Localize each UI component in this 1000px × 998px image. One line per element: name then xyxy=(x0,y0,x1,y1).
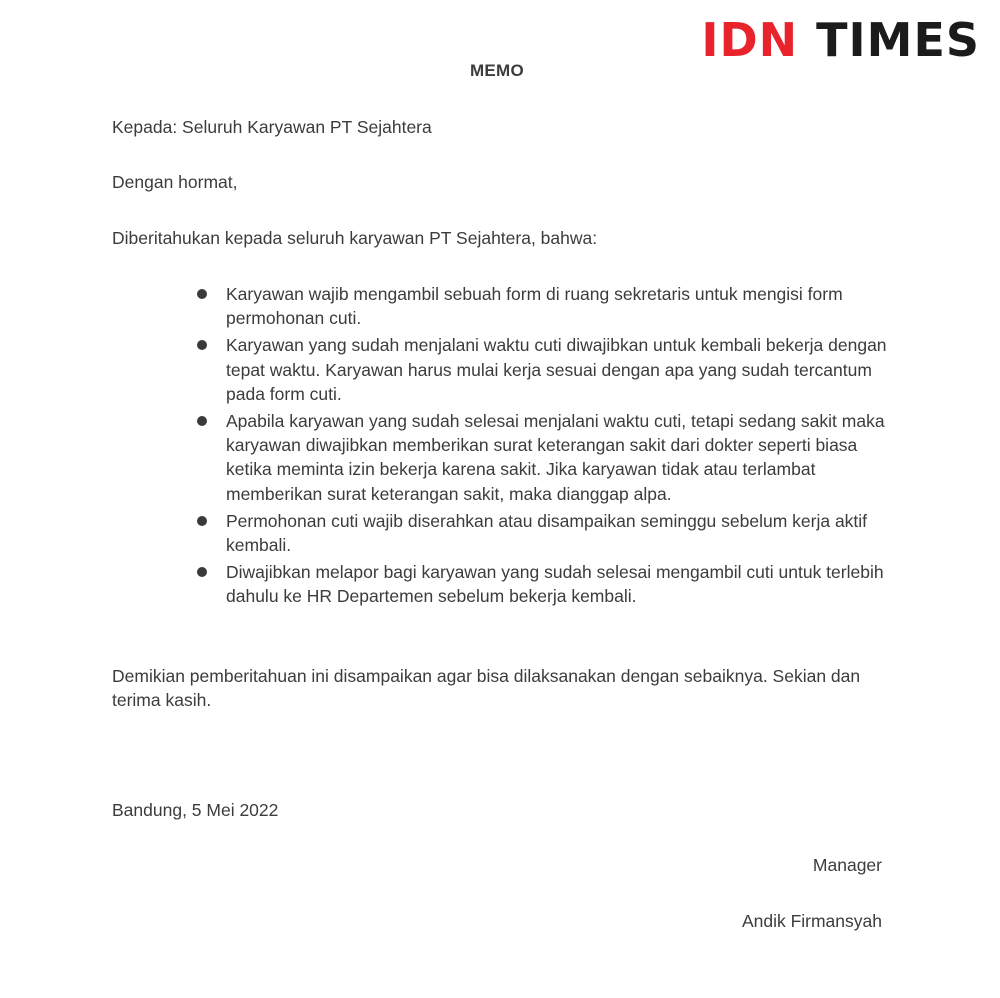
bullet-icon xyxy=(197,289,207,299)
bullet-icon xyxy=(197,416,207,426)
intro-paragraph: Diberitahukan kepada seluruh karyawan PT Sejahtera, bahwa: xyxy=(112,228,598,248)
list-item xyxy=(196,333,896,406)
greeting: Dengan hormat, xyxy=(112,172,238,192)
list-item-text: Karyawan wajib mengambil sebuah form di ruang sekretaris untuk mengisi form permohonan cuti. xyxy=(226,284,843,329)
list-item xyxy=(196,509,896,557)
logo-times-text: TIMES xyxy=(816,13,980,67)
list-item-text: Permohonan cuti wajib diserahkan atau disampaikan seminggu sebelum kerja aktif kembali. xyxy=(226,510,868,556)
signer-name: Andik Firmansyah xyxy=(741,911,882,931)
signer-role: Manager xyxy=(812,855,882,875)
list-item-text: Apabila karyawan yang sudah selesai menjalani waktu cuti, tetapi sedang sakit maka karyawan diwajibkan memberikan surat keterangan sakit dari dokter seperti biasa ketika meminta izin bekerja karena sakit. Jika karyawan tidak atau terlambat memberikan surat keterangan sakit, maka dianggap alpa. xyxy=(226,411,885,504)
list-item xyxy=(196,282,896,330)
list-item xyxy=(196,409,896,506)
memo-title: MEMO xyxy=(469,61,525,80)
bullet-icon xyxy=(197,567,207,577)
bullet-icon xyxy=(197,340,207,350)
list-item-text: Karyawan yang sudah menjalani waktu cuti diwajibkan untuk kembali bekerja dengan tepat waktu. Karyawan harus mulai kerja sesuai dengan apa yang sudah tercantum pada form cuti. xyxy=(226,335,887,404)
place-date: Bandung, 5 Mei 2022 xyxy=(112,800,279,820)
recipient-line: Kepada: Seluruh Karyawan PT Sejahtera xyxy=(112,117,432,137)
list-item-text: Diwajibkan melapor bagi karyawan yang sudah selesai mengambil cuti untuk terlebih dahulu ke HR Departemen sebelum bekerja kembali. xyxy=(226,562,884,607)
closing-paragraph: Demikian pemberitahuan ini disampaikan agar bisa dilaksanakan dengan sebaiknya. Sekian dan terima kasih. xyxy=(112,666,861,710)
list-item xyxy=(196,560,896,608)
logo-idn-text: IDN xyxy=(701,13,799,67)
memo-points-list xyxy=(196,282,896,612)
idn-times-logo xyxy=(701,14,980,66)
bullet-icon xyxy=(197,516,207,526)
